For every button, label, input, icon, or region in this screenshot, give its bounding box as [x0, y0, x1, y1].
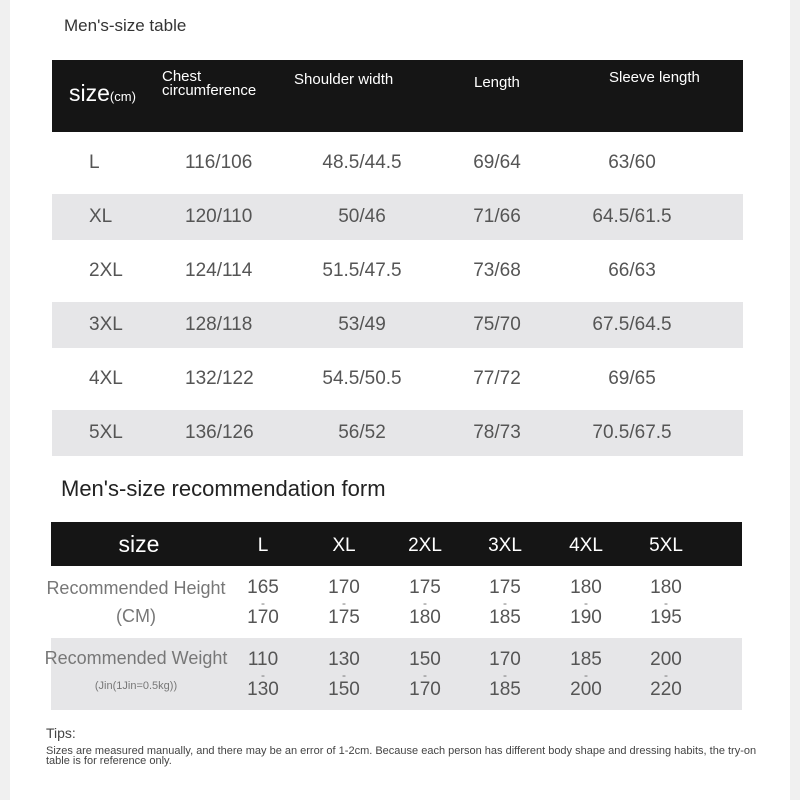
cell-shoulder: 50/46 [338, 206, 386, 227]
header-chest: Chest circumference [162, 68, 257, 99]
cell-length: 69/64 [473, 152, 521, 173]
cell-sleeve: 63/60 [608, 152, 656, 173]
table-row [52, 194, 743, 240]
weight-cell: 185 - 200 [570, 649, 602, 700]
cell-chest: 124/114 [185, 260, 253, 281]
height-cell: 180 - 190 [570, 577, 602, 628]
header-size: size [118, 531, 160, 557]
height-cell: 165 - 170 [247, 577, 279, 628]
right-border [790, 0, 800, 800]
height-cell: 170 - 175 [328, 577, 360, 628]
cell-shoulder: 48.5/44.5 [322, 152, 402, 173]
height-cell: 175 - 185 [489, 577, 521, 628]
tips-text: Sizes are measured manually, and there may be an error of 1-2cm. Because each person has different body shape and dressing habits, the try-on table is for reference only. [46, 745, 757, 767]
table-row [52, 248, 743, 294]
height-cell: 175 - 180 [409, 577, 441, 628]
header-size-2xl: 2XL [408, 535, 442, 556]
cell-chest: 132/122 [185, 368, 254, 389]
cell-chest: 116/106 [185, 152, 253, 173]
cell-length: 77/72 [473, 368, 521, 389]
cell-length: 73/68 [473, 260, 521, 281]
height-label: Recommended Height (CM) [46, 578, 226, 626]
header-size-3xl: 3XL [488, 535, 522, 556]
cell-sleeve: 64.5/61.5 [592, 206, 672, 227]
weight-row [44, 638, 742, 710]
height-row [46, 566, 742, 638]
cell-size: 4XL [89, 368, 123, 389]
size-table-title: Men's-size table [64, 16, 187, 35]
cell-shoulder: 54.5/50.5 [322, 368, 402, 389]
header-size: size(cm) [69, 80, 136, 106]
table-row [52, 356, 743, 402]
header-length: Length [474, 74, 520, 91]
cell-size: 5XL [89, 422, 123, 443]
cell-size: 2XL [89, 260, 123, 281]
weight-cell: 200 - 220 [650, 649, 682, 700]
weight-label: Recommended Weight (Jin(1Jin=0.5kg)) [44, 648, 228, 692]
tips-title: Tips: [46, 725, 76, 741]
recommendation-title: Men's-size recommendation form [61, 476, 386, 501]
cell-chest: 136/126 [185, 422, 254, 443]
left-border [0, 0, 10, 800]
weight-cell: 130 - 150 [328, 649, 360, 700]
cell-sleeve: 67.5/64.5 [592, 314, 672, 335]
size-table [52, 60, 743, 456]
recommendation-header [51, 522, 742, 566]
header-sleeve: Sleeve length [609, 69, 700, 86]
cell-length: 71/66 [473, 206, 521, 227]
cell-chest: 128/118 [185, 314, 253, 335]
cell-size: 3XL [89, 314, 123, 335]
cell-length: 78/73 [473, 422, 521, 443]
cell-length: 75/70 [473, 314, 521, 335]
table-row [52, 302, 743, 348]
weight-cell: 150 - 170 [409, 649, 441, 700]
cell-size: L [89, 152, 100, 173]
cell-shoulder: 51.5/47.5 [322, 260, 402, 281]
cell-shoulder: 56/52 [338, 422, 386, 443]
cell-shoulder: 53/49 [338, 314, 386, 335]
header-shoulder: Shoulder width [294, 71, 394, 88]
weight-cell: 170 - 185 [489, 649, 521, 700]
cell-sleeve: 70.5/67.5 [592, 422, 672, 443]
cell-chest: 120/110 [185, 206, 253, 227]
header-size-5xl: 5XL [649, 535, 683, 556]
recommendation-table [44, 522, 742, 710]
cell-sleeve: 69/65 [608, 368, 656, 389]
size-table-header [52, 60, 743, 132]
table-row [52, 140, 743, 186]
header-size-4xl: 4XL [569, 535, 603, 556]
cell-size: XL [89, 206, 113, 227]
table-row [52, 410, 743, 456]
cell-sleeve: 66/63 [608, 260, 656, 281]
weight-cell: 110 - 130 [247, 649, 279, 700]
height-cell: 180 - 195 [650, 577, 682, 628]
header-size-xl: XL [332, 535, 356, 556]
header-size-l: L [257, 535, 269, 556]
